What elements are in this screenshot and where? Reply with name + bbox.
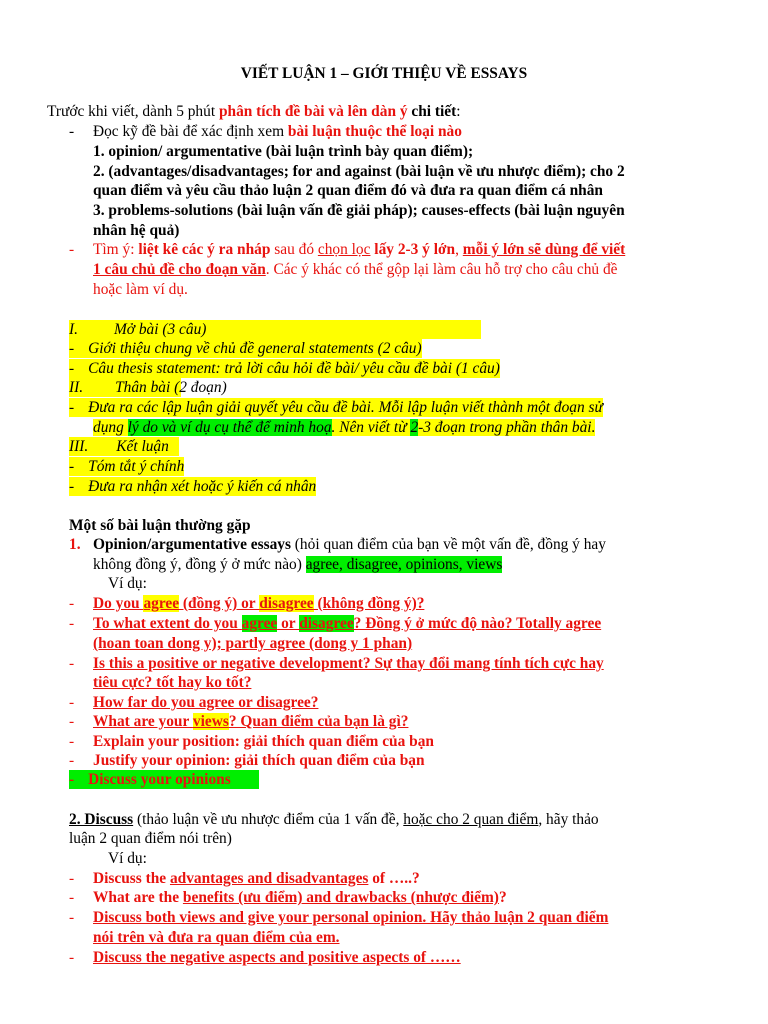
bullet2-line3: hoặc làm ví dụ. — [93, 281, 188, 298]
essay-type-3b: nhân hệ quả) — [93, 222, 180, 239]
bullet-dash: - — [69, 713, 75, 730]
s1-q1: Do you agree (đồng ý) or disagree (không đồng ý)? — [93, 595, 425, 612]
bullet-dash: - — [69, 949, 75, 966]
outline-body: II. Thân bài (2 đoạn) — [69, 379, 227, 396]
s2-example-label: Ví dụ: — [108, 850, 147, 867]
s2-q4: Discuss the negative aspects and positive aspects of …… — [93, 949, 461, 966]
s1-q4: How far do you agree or disagree? — [93, 694, 319, 711]
s1-q3-cont: tiêu cực? tốt hay ko tốt? — [93, 674, 252, 691]
page-title: VIẾT LUẬN 1 – GIỚI THIỆU VỀ ESSAYS — [240, 65, 528, 82]
s1-q2-cont: (hoan toan dong y); partly agree (dong y 1 phan) — [93, 635, 413, 652]
s1-q8: - Discuss your opinions — [69, 770, 259, 789]
intro-line: Trước khi viết, dành 5 phút phân tích đề bài và lên dàn ý chi tiết: — [47, 103, 461, 120]
bullet-dash: - — [69, 909, 75, 926]
s2-q1: Discuss the advantages and disadvantages of …..? — [93, 870, 420, 887]
s1-q3: Is this a positive or negative development? Sự thay đổi mang tính tích cực hay — [93, 655, 604, 672]
s1-q6: Explain your position: giải thích quan điểm của bạn — [93, 733, 434, 750]
outline-conclusion: III. Kết luận — [69, 437, 179, 456]
s1-desc: không đồng ý, đồng ý ở mức nào) agree, disagree, opinions, views — [93, 556, 503, 573]
outline-conclusion-a: - Tóm tắt ý chính — [69, 458, 185, 475]
outline-body-a1: - Đưa ra các lập luận giải quyết yêu cầu đề bài. Mỗi lập luận viết thành một đoạn sử — [69, 399, 603, 416]
essay-type-2b: quan điểm và yêu cầu thảo luận 2 quan điểm đó và đưa ra quan điểm cá nhân — [93, 182, 603, 199]
s1-q5: What are your views? Quan điểm của bạn là gì? — [93, 713, 409, 730]
bullet-dash: - — [69, 889, 75, 906]
outline-conclusion-b: - Đưa ra nhận xét hoặc ý kiến cá nhân — [69, 478, 317, 495]
s1-q7: Justify your opinion: giải thích quan điểm của bạn — [93, 752, 425, 769]
s1-q2: To what extent do you agree or disagree? Đồng ý ở mức độ nào? Totally agree — [93, 615, 602, 632]
section-title: Một số bài luận thường gặp — [69, 517, 251, 534]
essay-type-3a: 3. problems-solutions (bài luận vấn đề giải pháp); causes-effects (bài luận nguyên — [93, 202, 625, 219]
s2-heading: 2. Discuss (thảo luận về ưu nhược điểm của 1 vấn đề, hoặc cho 2 quan điểm, hãy thảo — [69, 811, 599, 828]
outline-body-a2: dụng lý do và ví dụ cụ thể để minh hoạ. Nên viết từ 2-3 đoạn trong phần thân bài. — [93, 419, 596, 436]
s1-example-label: Ví dụ: — [108, 575, 147, 592]
bullet-dash: - — [69, 752, 75, 769]
bullet-dash: - — [69, 694, 75, 711]
outline-intro-b: - Câu thesis statement: trả lời câu hỏi đề bài/ yêu cầu đề bài (1 câu) — [69, 360, 500, 377]
bullet-dash: - — [69, 733, 75, 750]
s2-q2: What are the benefits (ưu điểm) and drawbacks (nhược điểm)? — [93, 889, 507, 906]
bullet-dash: - — [69, 123, 75, 140]
s2-desc: luận 2 quan điểm nói trên) — [69, 830, 232, 847]
s2-q3: Discuss both views and give your personal opinion. Hãy thảo luận 2 quan điểm — [93, 909, 609, 926]
bullet-dash: - — [69, 241, 75, 258]
s1-heading: Opinion/argumentative essays (hỏi quan điểm của bạn về một vấn đề, đồng ý hay — [93, 536, 606, 553]
s1-number: 1. — [69, 536, 81, 553]
s2-q3-cont: nói trên và đưa ra quan điểm của em. — [93, 929, 340, 946]
bullet-dash: - — [69, 870, 75, 887]
bullet2-line1: Tìm ý: liệt kê các ý ra nháp sau đó chọn lọc lấy 2-3 ý lớn, mỗi ý lớn sẽ dùng để viết — [93, 241, 626, 258]
bullet-dash: - — [69, 655, 75, 672]
outline-intro-a: - Giới thiệu chung về chủ đề general statements (2 câu) — [69, 340, 422, 357]
bullet-dash: - — [69, 615, 75, 632]
outline-intro: I. Mở bài (3 câu) — [69, 320, 481, 339]
bullet2-line2: 1 câu chủ đề cho đoạn văn. Các ý khác có thể gộp lại làm câu hỗ trợ cho câu chủ đề — [93, 261, 618, 278]
essay-type-2a: 2. (advantages/disadvantages; for and against (bài luận về ưu nhược điểm); cho 2 — [93, 163, 625, 180]
essay-type-1: 1. opinion/ argumentative (bài luận trình bày quan điểm); — [93, 143, 474, 160]
bullet1-line: Đọc kỹ đề bài để xác định xem bài luận thuộc thể loại nào — [93, 123, 462, 140]
bullet-dash: - — [69, 595, 75, 612]
